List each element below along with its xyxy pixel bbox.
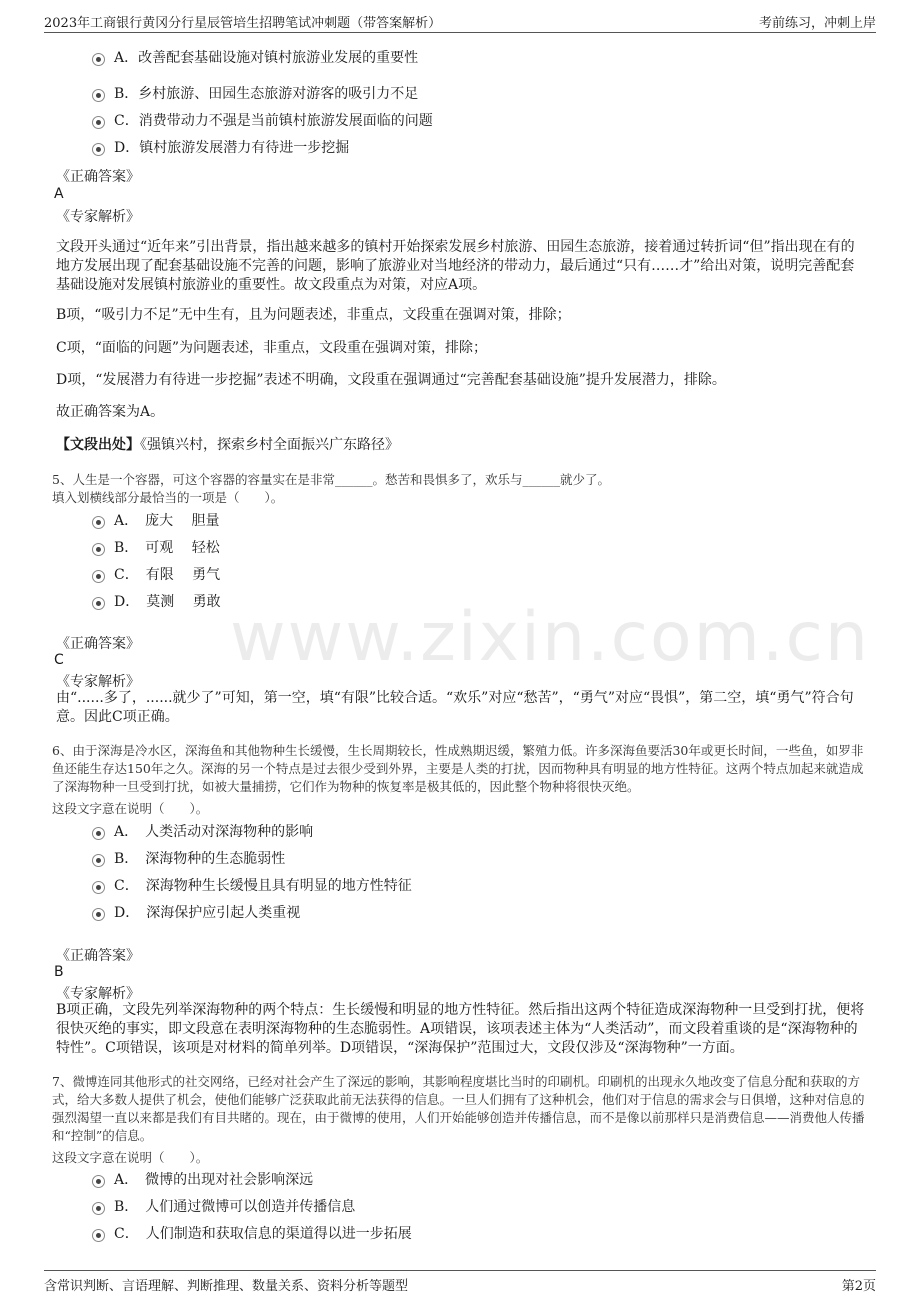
radio-icon[interactable]: [92, 143, 105, 156]
q4-analysis-b: B项，“吸引力不足”无中生有，且为问题表述，非重点，文段重在强调对策，排除；: [56, 307, 571, 323]
q4-analysis-c: C项，“面临的问题”为问题表述，非重点，文段重在强调对策，排除；: [56, 340, 488, 356]
q5-answer: C: [54, 652, 64, 668]
radio-icon[interactable]: [92, 597, 105, 610]
q5-analysis-label: 《专家解析》: [56, 674, 140, 690]
q7-stem: 7、微博连同其他形式的社交网络，已经对社会产生了深远的影响，其影响程度堪比当时的印刷机。印刷机的出现永久地改变了信息分配和获取的方式，给大多数人提供了机会，使他们能够广泛获取此前无法获得的信息。一旦人们拥有了这种机会，他们对于信息的需求会与日俱增，这种对信息的强烈渴望一直以来都是我们有目共睹的。现在，由于微博的使用，人们开始能够创造并传播信息，而不是像以前那样只是消费信息——消费他人传播和“控制”的信息。: [52, 1074, 865, 1143]
q4-source: [56, 436, 868, 455]
q4-analysis-d: D项，“发展潜力有待进一步挖掘”表述不明确，文段重在强调通过“完善配套基础设施”提升发展潜力，排除。: [56, 372, 726, 388]
q5-stem: 5、人生是一个容器，可这个容器的容量实在是非常______。愁苦和畏惧多了，欢乐与______就少了。: [52, 472, 610, 487]
q6-answer: B: [54, 964, 64, 980]
radio-icon[interactable]: [92, 1229, 105, 1242]
source-title: 《强镇兴村，探索乡村全面振兴广东路径》: [140, 437, 399, 453]
q4-analysis-label: 《专家解析》: [56, 209, 140, 225]
q6-answer-label: 《正确答案》: [56, 948, 140, 964]
radio-icon[interactable]: [92, 827, 105, 840]
radio-icon[interactable]: [92, 908, 105, 921]
q6-analysis-label: 《专家解析》: [56, 986, 140, 1002]
page-header: [44, 10, 876, 33]
watermark: www.zixin.com.cn: [230, 598, 870, 677]
header-slogan: 考前练习，冲刺上岸: [758, 16, 876, 31]
radio-icon[interactable]: [92, 881, 105, 894]
page-number: 第2页: [841, 1279, 876, 1294]
page-footer: [44, 1270, 876, 1293]
q6-prompt: 这段文字意在说明（ ）。: [52, 801, 209, 816]
radio-icon[interactable]: [92, 116, 105, 129]
radio-icon[interactable]: [92, 570, 105, 583]
q7-prompt: 这段文字意在说明（ ）。: [52, 1150, 209, 1165]
radio-icon[interactable]: [92, 516, 105, 529]
q4-analysis-main: 文段开头通过“近年来”引出背景，指出越来越多的镇村开始探索发展乡村旅游、田园生态旅游，接着通过转折词“但”指出现在有的地方发展出现了配套基础设施不完善的问题，影响了旅游业对当地经济的带动力，最后通过“只有……才”给出对策，说明完善配套基础设施对发展镇村旅游业的重要性。故文段重点为对策，对应A项。: [56, 239, 855, 293]
footer-text: 含常识判断、言语理解、判断推理、数量关系、资料分析等题型: [44, 1279, 409, 1294]
q4-answer: A: [54, 186, 64, 202]
q5-analysis: 由“......多了，......就少了”可知，第一空，填“有限”比较合适。“欢乐”对应“愁苦”，“勇气”对应“畏惧”，第二空，填“勇气”符合句意。因此C项正确。: [56, 690, 854, 725]
q6-analysis: B项正确，文段先列举深海物种的两个特点：生长缓慢和明显的地方性特征。然后指出这两个特征造成深海物种一旦受到打扰，便将很快灭绝的事实，即文段意在表明深海物种的生态脆弱性。A项错误，该项表述主体为“人类活动”，而文段着重谈的是“深海物种的特性”。C项错误，该项是对材料的简单列举。D项错误，“深海保护”范围过大，文段仅涉及“深海物种”一方面。: [56, 1002, 865, 1056]
q6-stem: 6、由于深海是冷水区，深海鱼和其他物种生长缓慢，生长周期较长，性成熟期迟缓，繁殖力低。许多深海鱼要活30年或更长时间，一些鱼，如罗非鱼还能生存达150年之久。深海的另一个特点是过去很少受到外界，主要是人类的打扰，因而物种具有明显的地方性特征。这两个特点加起来就造成了深海物种一旦受到打扰，如被大量捕捞，它们作为物种的恢复率是极其低的，因此整个物种将很快灭绝。: [52, 743, 864, 794]
radio-icon[interactable]: [92, 89, 105, 102]
source-label: 【文段出处】: [56, 437, 140, 453]
radio-icon[interactable]: [92, 53, 105, 66]
q5-answer-label: 《正确答案》: [56, 636, 140, 652]
header-title: 2023年工商银行黄冈分行星辰管培生招聘笔试冲刺题（带答案解析）: [44, 16, 442, 31]
radio-icon[interactable]: [92, 543, 105, 556]
radio-icon[interactable]: [92, 854, 105, 867]
q4-answer-label: 《正确答案》: [56, 169, 140, 185]
q4-conclusion: 故正确答案为A。: [56, 404, 165, 420]
q5-prompt: 填入划横线部分最恰当的一项是（ ）。: [52, 490, 284, 505]
radio-icon[interactable]: [92, 1175, 105, 1188]
radio-icon[interactable]: [92, 1202, 105, 1215]
